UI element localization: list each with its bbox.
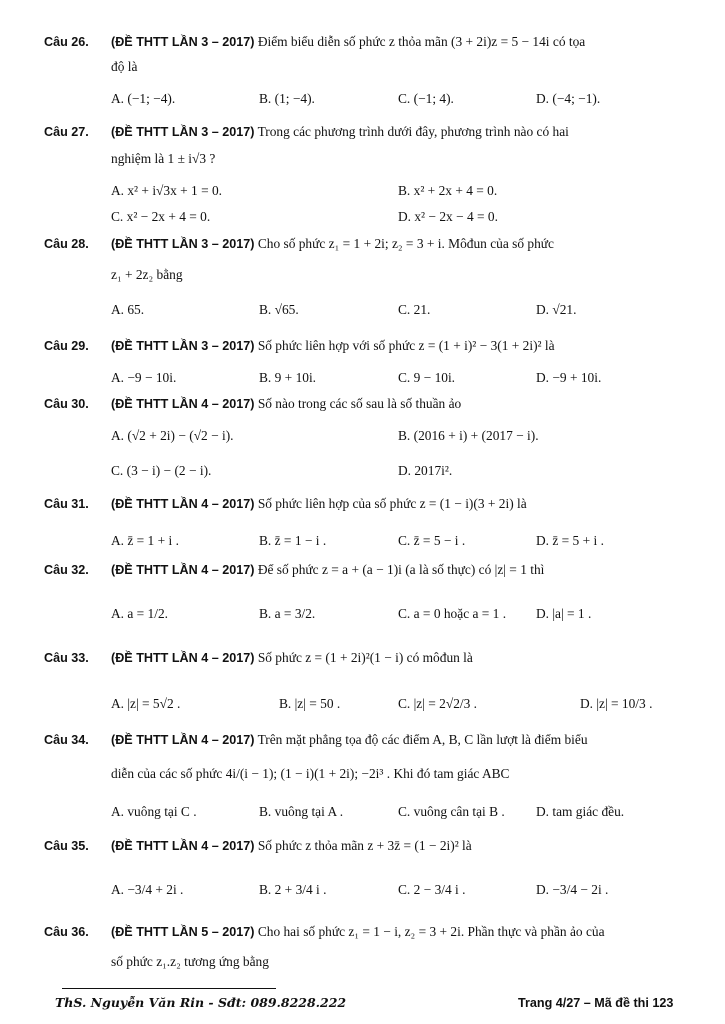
option-c: C. |z| = 2√2/3 . xyxy=(398,696,478,711)
option-d: D. |z| = 10/3 . xyxy=(580,696,653,711)
option-b: B. (2016 + i) + (2017 − i). xyxy=(398,428,539,443)
question-stem xyxy=(111,732,696,748)
question-source: (ĐỀ THTT LẦN 4 – 2017) xyxy=(111,497,255,511)
option-d: D. −9 + 10i. xyxy=(536,370,602,385)
option-c: C. (−1; 4). xyxy=(398,91,454,106)
option-a: A. x² + i√3x + 1 = 0. xyxy=(111,183,223,198)
question-text: Cho số phức z₁ = 1 + 2i; z₂ = 3 + i. Môđun của số phức xyxy=(254,236,554,251)
question-text-cont: z₁ + 2z₂ bằng xyxy=(111,267,183,282)
option-d: D. 2017i². xyxy=(398,463,453,478)
option-b: B. (1; −4). xyxy=(259,91,315,106)
option-a: A. |z| = 5√2 . xyxy=(111,696,181,711)
option-d: D. tam giác đều. xyxy=(536,804,625,819)
question-text-cont: số phức z₁.z₂ tương ứng bằng xyxy=(111,954,269,969)
option-c: C. x² − 2x + 4 = 0. xyxy=(111,209,211,224)
option-a: A. 65. xyxy=(111,302,145,317)
option-a: A. vuông tại C . xyxy=(111,804,197,819)
question-source: (ĐỀ THTT LẦN 3 – 2017) xyxy=(111,35,255,49)
question-source: (ĐỀ THTT LẦN 3 – 2017) xyxy=(111,125,255,139)
option-b: B. a = 3/2. xyxy=(259,606,316,621)
question-source: (ĐỀ THTT LẦN 4 – 2017) xyxy=(111,733,255,747)
option-c: C. 9 − 10i. xyxy=(398,370,456,385)
question-source: (ĐỀ THTT LẦN 3 – 2017) xyxy=(111,339,255,353)
option-b: B. vuông tại A . xyxy=(259,804,344,819)
option-d: D. |a| = 1 . xyxy=(536,606,592,621)
question-number: Câu 36. xyxy=(44,925,89,939)
question-text-cont: diễn của các số phức 4i/(i − 1); (1 − i)(1 + 2i); −2i³ . Khi đó tam giác ABC xyxy=(111,766,510,781)
option-a: A. z̄ = 1 + i . xyxy=(111,533,179,548)
option-c: C. a = 0 hoặc a = 1 . xyxy=(398,606,507,621)
option-b: B. 2 + 3/4 i . xyxy=(259,882,327,897)
question-stem xyxy=(111,496,696,512)
footer-page-info: Trang 4/27 – Mã đề thi 123 xyxy=(518,996,674,1010)
question-text: Trong các phương trình dưới đây, phương trình nào có hai xyxy=(254,124,569,139)
question-number: Câu 26. xyxy=(44,35,89,49)
option-d: D. −3/4 − 2i . xyxy=(536,882,609,897)
option-c: C. z̄ = 5 − i . xyxy=(398,533,466,548)
option-a: A. a = 1/2. xyxy=(111,606,169,621)
option-a: A. −3/4 + 2i . xyxy=(111,882,184,897)
question-source: (ĐỀ THTT LẦN 4 – 2017) xyxy=(111,397,255,411)
question-text: Số phức liên hợp của số phức z = (1 − i)(3 + 2i) là xyxy=(254,496,527,511)
question-text: Số nào trong các số sau là số thuần ảo xyxy=(254,396,462,411)
question-source: (ĐỀ THTT LẦN 4 – 2017) xyxy=(111,651,255,665)
question-stem xyxy=(111,924,696,940)
option-c: C. 2 − 3/4 i . xyxy=(398,882,466,897)
question-text-cont: độ là xyxy=(111,59,138,74)
question-stem xyxy=(111,562,696,578)
option-d: D. z̄ = 5 + i . xyxy=(536,533,604,548)
question-number: Câu 28. xyxy=(44,237,89,251)
question-stem xyxy=(111,650,696,666)
question-source: (ĐỀ THTT LẦN 3 – 2017) xyxy=(111,237,255,251)
question-stem xyxy=(111,838,696,854)
footer-divider xyxy=(62,988,276,989)
question-text: Số phức liên hợp với số phức z = (1 + i)² − 3(1 + 2i)² là xyxy=(254,338,555,353)
question-source: (ĐỀ THTT LẦN 5 – 2017) xyxy=(111,925,255,939)
question-text: Để số phức z = a + (a − 1)i (a là số thực) có |z| = 1 thì xyxy=(254,562,545,577)
question-text: Điểm biểu diễn số phức z thỏa mãn (3 + 2i)z = 5 − 14i có tọa xyxy=(254,34,586,49)
option-d: D. x² − 2x − 4 = 0. xyxy=(398,209,498,224)
option-c: C. 21. xyxy=(398,302,431,317)
option-b: B. z̄ = 1 − i . xyxy=(259,533,327,548)
question-source: (ĐỀ THTT LẦN 4 – 2017) xyxy=(111,563,255,577)
option-a: A. (√2 + 2i) − (√2 − i). xyxy=(111,428,234,443)
question-source: (ĐỀ THTT LẦN 4 – 2017) xyxy=(111,839,255,853)
option-b: B. √65. xyxy=(259,302,299,317)
question-text: Trên mặt phẳng tọa độ các điểm A, B, C lần lượt là điểm biểu xyxy=(254,732,588,747)
question-number: Câu 30. xyxy=(44,397,89,411)
footer-author: ThS. Nguyễn Văn Rin - Sđt: 089.8228.222 xyxy=(55,995,347,1010)
question-text: Số phức z thỏa mãn z + 3z̄ = (1 − 2i)² là xyxy=(254,838,472,853)
question-number: Câu 27. xyxy=(44,125,89,139)
question-number: Câu 33. xyxy=(44,651,89,665)
option-d: D. √21. xyxy=(536,302,577,317)
question-stem xyxy=(111,236,696,252)
question-number: Câu 29. xyxy=(44,339,89,353)
question-text: Số phức z = (1 + 2i)²(1 − i) có môđun là xyxy=(254,650,473,665)
question-text-cont: nghiệm là 1 ± i√3 ? xyxy=(111,151,216,166)
question-number: Câu 35. xyxy=(44,839,89,853)
option-b: B. 9 + 10i. xyxy=(259,370,317,385)
question-stem xyxy=(111,34,696,50)
option-c: C. vuông cân tại B . xyxy=(398,804,505,819)
option-b: B. x² + 2x + 4 = 0. xyxy=(398,183,498,198)
option-b: B. |z| = 50 . xyxy=(279,696,341,711)
option-d: D. (−4; −1). xyxy=(536,91,601,106)
question-text: Cho hai số phức z₁ = 1 − i, z₂ = 3 + 2i. Phần thực và phần ảo của xyxy=(254,924,605,939)
question-number: Câu 32. xyxy=(44,563,89,577)
option-c: C. (3 − i) − (2 − i). xyxy=(111,463,212,478)
option-a: A. −9 − 10i. xyxy=(111,370,177,385)
option-a: A. (−1; −4). xyxy=(111,91,176,106)
question-stem xyxy=(111,396,696,412)
question-number: Câu 31. xyxy=(44,497,89,511)
question-stem xyxy=(111,338,696,354)
question-stem xyxy=(111,124,696,140)
question-number: Câu 34. xyxy=(44,733,89,747)
